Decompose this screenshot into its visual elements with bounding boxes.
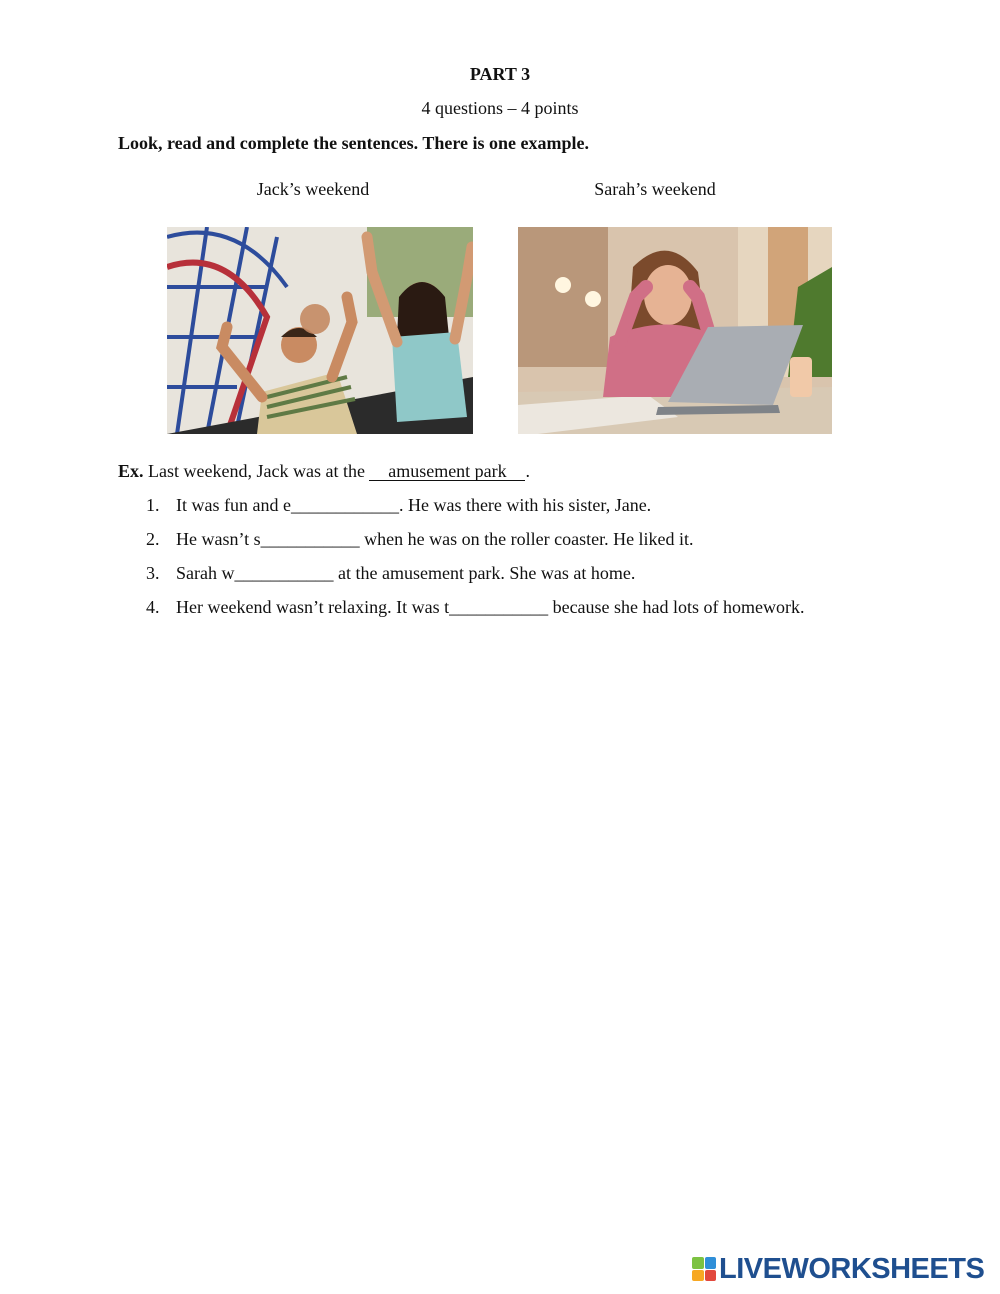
question-number: 1. bbox=[146, 495, 160, 515]
caption-sarah: Sarah’s weekend bbox=[594, 179, 716, 199]
example-sentence bbox=[118, 461, 530, 482]
question-3 bbox=[146, 563, 635, 584]
example-answer: amusement park bbox=[369, 462, 525, 481]
question-text[interactable]: He wasn’t s___________ when he was on the roller coaster. He liked it. bbox=[176, 529, 694, 549]
example-text-before: Last weekend, Jack was at the bbox=[148, 461, 370, 481]
question-1 bbox=[146, 495, 651, 516]
logo-text: LIVEWORKSHEETS bbox=[719, 1252, 985, 1285]
question-text[interactable]: Her weekend wasn’t relaxing. It was t___________ because she had lots of homework. bbox=[176, 597, 805, 617]
part-title: PART 3 bbox=[469, 64, 531, 84]
question-text[interactable]: Sarah w___________ at the amusement park. She was at home. bbox=[176, 563, 636, 583]
question-number: 4. bbox=[146, 597, 160, 617]
question-number: 2. bbox=[146, 529, 160, 549]
caption-jack: Jack’s weekend bbox=[256, 179, 370, 199]
question-text[interactable]: It was fun and e____________. He was there with his sister, Jane. bbox=[176, 495, 652, 515]
homework-photo bbox=[518, 227, 832, 434]
question-number: 3. bbox=[146, 563, 160, 583]
question-2 bbox=[146, 529, 694, 550]
question-4 bbox=[146, 597, 805, 618]
example-label: Ex. bbox=[118, 461, 144, 481]
instruction-text: Look, read and complete the sentences. There is one example. bbox=[118, 133, 589, 153]
roller-coaster-photo bbox=[167, 227, 473, 434]
logo-mark-icon bbox=[692, 1257, 716, 1281]
liveworksheets-logo bbox=[692, 1254, 984, 1284]
points-subtitle: 4 questions – 4 points bbox=[421, 98, 579, 118]
example-text-after: . bbox=[525, 461, 530, 481]
